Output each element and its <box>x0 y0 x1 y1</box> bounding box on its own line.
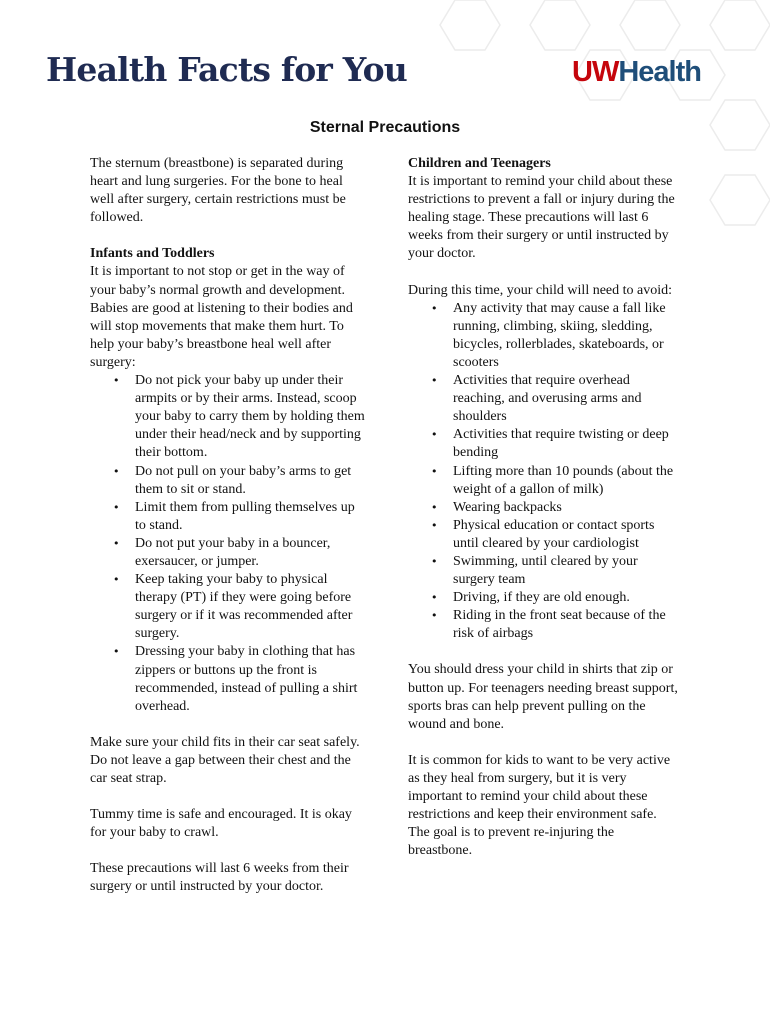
list-item: • Riding in the front seat because of the risk of airbags <box>453 607 680 643</box>
list-item: • Dressing your baby in clothing that has zippers or buttons up the front is recommended, instead of pulling a shirt overhead. <box>135 643 367 715</box>
children-heading: Children and Teenagers <box>408 156 551 171</box>
list-item: • Do not pull on your baby’s arms to get them to sit or stand. <box>135 463 367 499</box>
children-paragraph: It is important to remind your child about these restrictions to prevent a fall or injury during the healing stage. These precautions will last 6 weeks from their surgery or until instructed by your doctor. <box>408 174 675 262</box>
avoid-lead: During this time, your child will need to avoid: <box>408 282 673 298</box>
list-item: • Lifting more than 10 pounds (about the weight of a gallon of milk) <box>453 463 680 499</box>
list-item: • Swimming, until cleared by your surgery team <box>453 553 680 589</box>
list-item: • Activities that require twisting or deep bending <box>453 426 680 462</box>
list-item: • Keep taking your baby to physical therapy (PT) if they were going before surgery or if it was recommended after surgery. <box>135 571 367 643</box>
logo-uw: UW <box>572 56 619 88</box>
left-column <box>90 155 367 914</box>
infants-bullet-list <box>90 372 367 716</box>
closing-paragraph: It is common for kids to want to be very active as they heal from surgery, but it is very important to remind your child about these restrictions and keep their environment safe. The goal is to prevent re-injuring the breastbone. <box>408 752 671 859</box>
tummy-time-paragraph: Tummy time is safe and encouraged. It is okay for your baby to crawl. <box>90 807 352 841</box>
intro-paragraph: The sternum (breastbone) is separated during heart and lung surgeries. For the bone to heal well after surgery, certain restrictions must be followed. <box>90 156 346 226</box>
list-item: • Do not pick your baby up under their armpits or by their arms. Instead, scoop your baby to carry them by holding them under their head/neck and by supporting their bottom. <box>135 372 367 462</box>
list-item: • Activities that require overhead reaching, and overusing arms and shoulders <box>453 372 680 426</box>
uw-health-logo <box>572 54 701 90</box>
list-item: • Limit them from pulling themselves up to stand. <box>135 499 367 535</box>
dress-paragraph: You should dress your child in shirts that zip or button up. For teenagers needing breast support, sports bras can help prevent pulling on the wound and bone. <box>408 662 678 732</box>
avoid-bullet-list <box>408 300 680 644</box>
page-title: Sternal Precautions <box>309 119 461 136</box>
logo-health: Health <box>618 56 701 88</box>
right-column <box>408 155 680 878</box>
masthead-title: Health Facts for You <box>46 50 408 89</box>
infants-lead: It is important to not stop or get in the way of your baby’s normal growth and development. Babies are good at listening to their bodies and will stop movements that make them hurt. To help your baby’s breastbone heal well after surgery: <box>90 264 353 370</box>
list-item: • Do not put your baby in a bouncer, exersaucer, or jumper. <box>135 535 367 571</box>
car-seat-paragraph: Make sure your child fits in their car seat safely. Do not leave a gap between their chest and the car seat strap. <box>90 734 360 786</box>
infants-heading: Infants and Toddlers <box>90 246 215 262</box>
duration-paragraph: These precautions will last 6 weeks from their surgery or until instructed by your doctor. <box>90 861 349 895</box>
list-item: • Wearing backpacks <box>453 499 680 517</box>
list-item: • Driving, if they are old enough. <box>453 589 680 607</box>
list-item: • Any activity that may cause a fall like running, climbing, skiing, sledding, bicycles, rollerblades, skateboards, or scooters <box>453 300 680 372</box>
list-item: • Physical education or contact sports until cleared by your cardiologist <box>453 517 680 553</box>
